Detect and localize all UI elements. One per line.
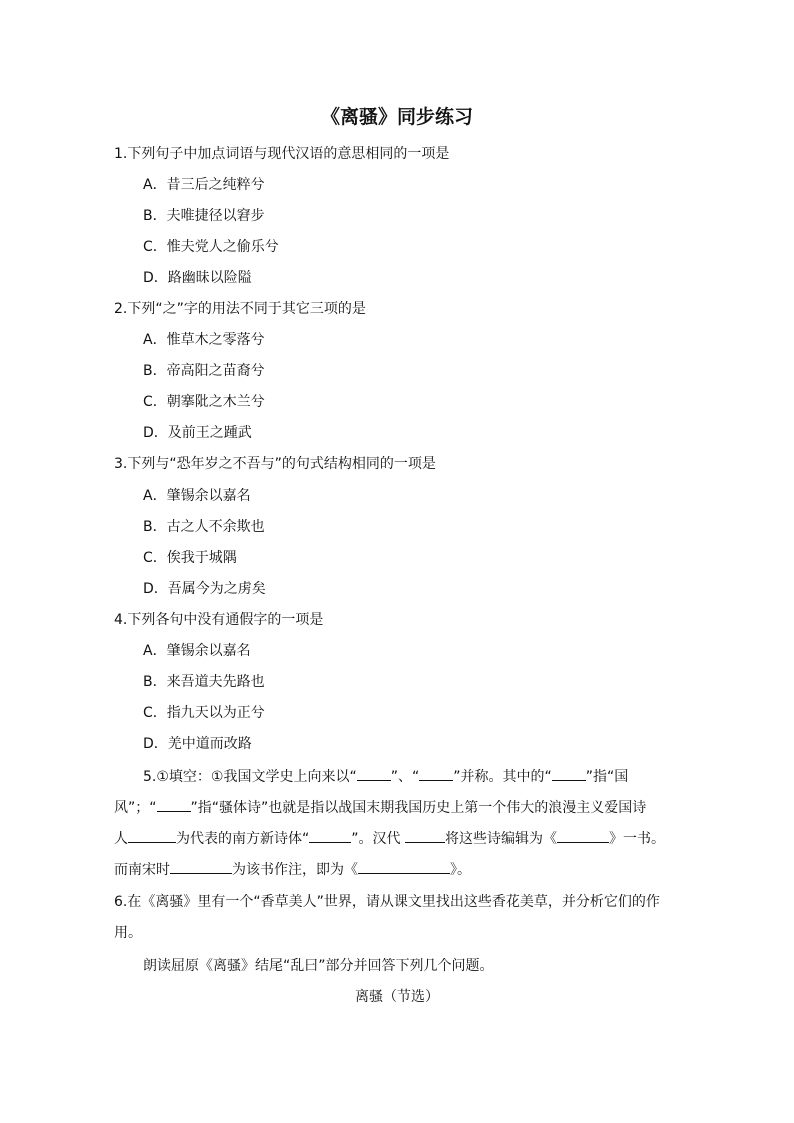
fill-blank[interactable]	[557, 828, 609, 843]
question-6-line-1: 6.在《离骚》里有一个“香草美人”世界，请从课文里找出这些香花美草，并分析它们的作	[114, 894, 660, 910]
question-5-line-3	[114, 828, 686, 849]
question-3-stem: 3.下列与“恐年岁之不吾与”的句式结构相同的一项是	[114, 456, 436, 472]
question-3-option-a: A．肇锡余以嘉名	[143, 488, 251, 504]
question-4-option-c: C．指九天以为正兮	[143, 705, 265, 721]
question-5-line-1	[143, 766, 715, 787]
question-3-option-b: B．古之人不余欺也	[143, 519, 265, 535]
question-2-option-a: A．惟草木之零落兮	[143, 332, 265, 348]
question-5-text: 将这些诗编辑为《	[444, 831, 557, 847]
question-5-text: ”、“	[390, 769, 420, 785]
question-5-text: 而南宋时	[114, 862, 170, 878]
question-2-option-b: B．帝高阳之苗裔兮	[143, 363, 265, 379]
question-1-option-d: D．路幽昧以险隘	[143, 270, 252, 286]
question-5-text: 为代表的南方新诗体“	[176, 831, 310, 847]
question-5-text: ”并称。其中的“	[453, 769, 552, 785]
question-1-option-b: B．夫唯捷径以窘步	[143, 208, 265, 224]
question-4-option-b: B．来吾道夫先路也	[143, 674, 265, 690]
fill-blank[interactable]	[552, 766, 586, 781]
question-5-text: 5.①填空：①我国文学史上向来以“	[143, 769, 357, 785]
question-1-stem: 1.下列句子中加点词语与现代汉语的意思相同的一项是	[114, 146, 450, 162]
fill-blank[interactable]	[419, 766, 453, 781]
fill-blank[interactable]	[157, 797, 191, 812]
reading-intro: 朗读屈原《离骚》结尾“乱曰”部分并回答下列几个问题。	[143, 958, 494, 974]
question-5-line-4	[114, 859, 686, 880]
question-3-option-c: C．俟我于城隅	[143, 550, 237, 566]
fill-blank[interactable]	[405, 828, 445, 843]
question-5-text: 》。	[450, 862, 471, 878]
question-5-text: ”指“骚体诗”也就是指以战国末期我国历史上第一个伟大的浪漫主义爱国诗	[190, 800, 647, 816]
question-5-text: ”指“国	[585, 769, 629, 785]
question-5-text: 为该书作注，即为《	[232, 862, 358, 878]
fill-blank[interactable]	[128, 828, 176, 843]
question-2-option-c: C．朝搴阰之木兰兮	[143, 394, 265, 410]
fill-blank[interactable]	[357, 766, 391, 781]
question-5-text: ”。汉代	[351, 831, 405, 847]
question-6-line-2: 用。	[114, 925, 142, 941]
question-2-stem: 2.下列“之”字的用法不同于其它三项的是	[114, 301, 366, 317]
fill-blank[interactable]	[170, 859, 232, 874]
question-2-option-d: D．及前王之踵武	[143, 425, 252, 441]
fill-blank[interactable]	[358, 859, 450, 874]
question-1-option-a: A．昔三后之纯粹兮	[143, 177, 265, 193]
question-5-text: 人	[114, 831, 128, 847]
question-3-option-d: D．吾属今为之虏矣	[143, 581, 266, 597]
page-title: 《离骚》同步练习	[320, 106, 473, 128]
question-5-text: 》一书。	[608, 831, 665, 847]
question-4-option-a: A．肇锡余以嘉名	[143, 643, 251, 659]
question-4-option-d: D．羌中道而改路	[143, 736, 252, 752]
question-1-option-c: C．惟夫党人之偷乐兮	[143, 239, 279, 255]
question-4-stem: 4.下列各句中没有通假字的一项是	[114, 612, 324, 628]
fill-blank[interactable]	[309, 828, 351, 843]
excerpt-title: 离骚（节选）	[355, 989, 439, 1005]
question-5-text: 风”；“	[114, 800, 157, 816]
question-5-line-2	[114, 797, 686, 818]
